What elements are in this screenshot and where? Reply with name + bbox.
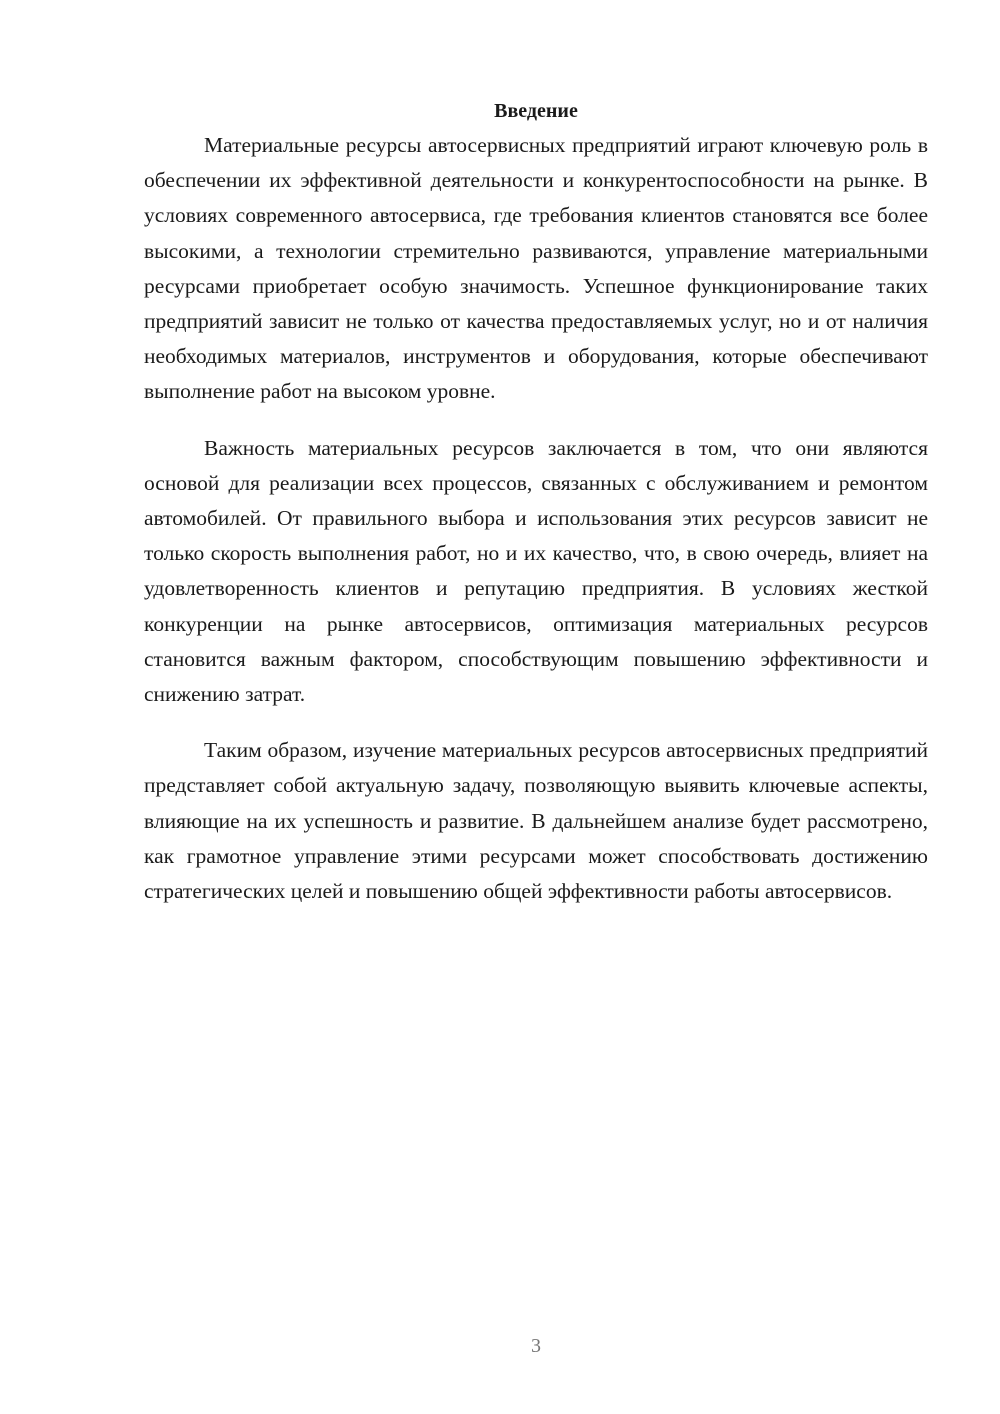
- paragraph-3: Таким образом, изучение материальных ресурсов автосервисных предприятий представляет собой актуальную задачу, позволяющую выявить ключевые аспекты, влияющие на их успешность и развитие. В дальнейшем анализе будет рассмотрено, как грамотное управление этими ресурсами может способствовать достижению стратегических целей и повышению общей эффективности работы автосервисов.: [144, 738, 928, 904]
- page-number: 3: [531, 1335, 541, 1357]
- paragraph-1: Материальные ресурсы автосервисных предприятий играют ключевую роль в обеспечении их эффективной деятельности и конкурентоспособности на рынке. В условиях современного автосервиса, где требования клиентов становятся все более высокими, а технологии стремительно развиваются, управление материальными ресурсами приобретает особую значимость. Успешное функционирование таких предприятий зависит не только от качества предоставляемых услуг, но и от наличия необходимых материалов, инструментов и оборудования, которые обеспечивают выполнение работ на высоком уровне.: [144, 133, 928, 404]
- paragraph-2: Важность материальных ресурсов заключается в том, что они являются основой для реализации всех процессов, связанных с обслуживанием и ремонтом автомобилей. От правильного выбора и использования этих ресурсов зависит не только скорость выполнения работ, но и их качество, что, в свою очередь, влияет на удовлетворенность клиентов и репутацию предприятия. В условиях жесткой конкуренции на рынке автосервисов, оптимизация материальных ресурсов становится важным фактором, способствующим повышению эффективности и снижению затрат.: [144, 435, 928, 707]
- section-title: Введение: [494, 100, 578, 122]
- page-content: [144, 96, 928, 930]
